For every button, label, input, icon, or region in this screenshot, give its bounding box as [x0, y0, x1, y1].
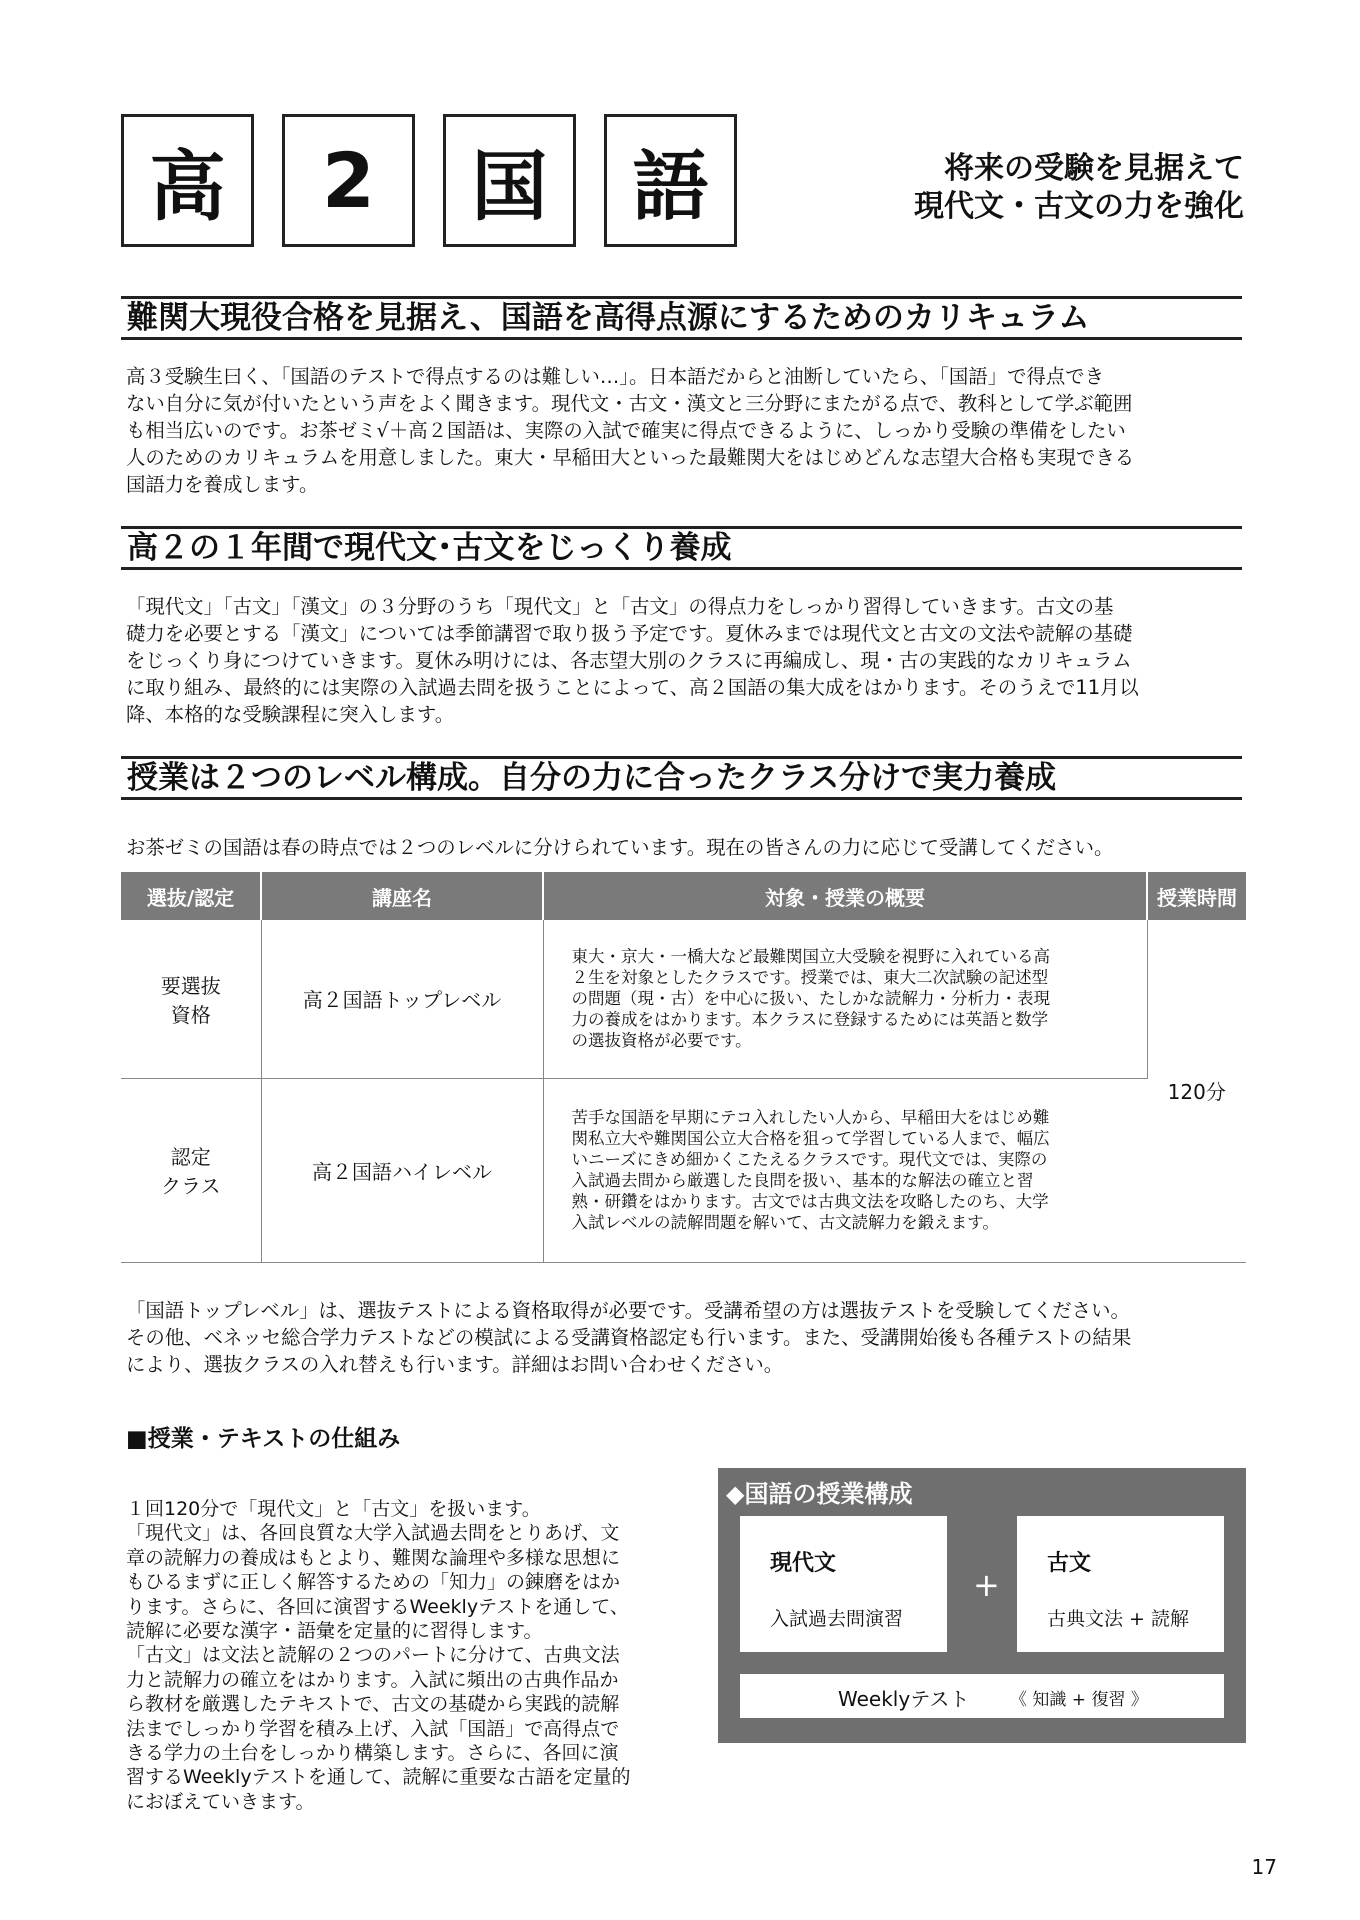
panel-title: ◆国語の授業構成: [726, 1480, 913, 1508]
text-line: 東大・京大・一橋大など最難関国立大受験を視野に入れている高: [571, 947, 1050, 967]
text-line: クラス: [161, 1174, 221, 1198]
text-line: におぼえていきます。: [126, 1790, 315, 1813]
table-header-row: [121, 872, 1246, 920]
text-line: 熟・研鑽をはかります。古文では古典文法を攻略したのち、大学: [571, 1192, 1049, 1211]
text-line: 認定: [170, 1145, 211, 1169]
text-line: 入試過去問から厳選した良問を扱い、基本的な解法の確立と習: [571, 1171, 1034, 1190]
text-line: ら教材を厳選したテキストで、古文の基礎から実践的読解: [126, 1693, 620, 1716]
selection-cell: [121, 1078, 261, 1262]
system-heading: ■授業・テキストの仕組み: [126, 1426, 401, 1452]
text-line: 「国語トップレベル」は、選抜テストによる資格取得が必要です。受講希望の方は選抜テストを受験してください。: [126, 1299, 1130, 1322]
tagline-line: 現代文・古文の力を強化: [914, 189, 1244, 224]
text-line: お茶ゼミの国語は春の時点では２つのレベルに分けられています。現在の皆さんの力に応じて受講してください。: [126, 836, 1114, 859]
section-paragraph: [126, 363, 1246, 498]
description-cell: [543, 1078, 1147, 1262]
table-row: [121, 1078, 1246, 1262]
section-heading: 難関大現役合格を見据え、国語を高得点源にするためのカリキュラム: [121, 296, 1242, 340]
text-line: 章の読解力の養成はもとより、難関な論理や多様な思想に: [126, 1546, 621, 1569]
text-line: をじっくり身につけていきます。夏休み明けには、各志望大別のクラスに再編成し、現・古の実践的なカリキュラム: [126, 649, 1132, 672]
selection-cell: [121, 920, 261, 1078]
box-subtitle: 入試過去問演習: [770, 1608, 904, 1630]
text-line: 資格: [170, 1002, 211, 1027]
table-header: 対象・授業の概要: [543, 872, 1147, 920]
title-char-box: 高: [121, 114, 254, 247]
classical-japanese-box: [1017, 1516, 1224, 1652]
text-line: 入試レベルの読解問題を解いて、古文読解力を鍛えます。: [571, 1213, 999, 1232]
course-table: [121, 872, 1246, 1263]
plus-sign: +: [973, 1566, 1000, 1604]
table-header: 授業時間: [1147, 872, 1246, 920]
table-header: 講座名: [261, 872, 543, 920]
tagline: [844, 150, 1244, 226]
text-line: 関私立大や難関国公立大合格を狙って学習している人まで、幅広: [571, 1129, 1050, 1148]
section-heading: 授業は２つのレベル構成。自分の力に合ったクラス分けで実力養成: [121, 756, 1242, 800]
modern-japanese-box: [740, 1516, 947, 1652]
weekly-test-box: [740, 1674, 1224, 1718]
note-paragraph: [126, 1297, 1246, 1378]
title-char-box: 国: [443, 114, 576, 247]
text-line: に取り組み、最終的には実際の入試過去問を扱うことによって、高２国語の集大成をはかります。そのうえで11月以: [126, 676, 1139, 699]
table-row: [121, 920, 1246, 1078]
title-char-box: 2: [282, 114, 415, 247]
text-line: により、選抜クラスの入れ替えも行います。詳細はお問い合わせください。: [126, 1353, 784, 1376]
text-line: 力と読解力の確立をはかります。入試に頻出の古典作品か: [126, 1668, 619, 1691]
system-paragraph: [126, 1497, 692, 1814]
table-header: 選抜/認定: [121, 872, 261, 920]
text-line: の選抜資格が必要です。: [571, 1031, 752, 1051]
text-line: 苦手な国語を早期にテコ入れしたい人から、早稲田大をはじめ難: [571, 1108, 1050, 1127]
text-line: ない自分に気が付いたという声をよく聞きます。現代文・古文・漢文と三分野にまたがる点で、教科として学ぶ範囲: [126, 392, 1133, 415]
text-line: いニーズにきめ細かくこたえるクラスです。現代文では、実際の: [571, 1150, 1048, 1169]
course-name-cell: 高２国語トップレベル: [261, 920, 543, 1078]
text-line: もひるまずに正しく解答するための「知力」の錬磨をはか: [126, 1571, 621, 1594]
text-line: 読解に必要な漢字・語彙を定量的に習得します。: [126, 1620, 543, 1643]
page-number: 17: [1251, 1855, 1277, 1879]
title-char-box: 語: [604, 114, 737, 247]
section-paragraph: [126, 834, 1246, 861]
description-cell: [543, 920, 1147, 1078]
text-line: 「古文」は文法と読解の２つのパートに分けて、古典文法: [126, 1644, 620, 1667]
course-name-cell: 高２国語ハイレベル: [261, 1078, 543, 1262]
tagline-line: 将来の受験を見据えて: [944, 151, 1244, 186]
box-title: 現代文: [770, 1551, 837, 1576]
text-line: ２生を対象としたクラスです。授業では、東大二次試験の記述型: [571, 968, 1049, 988]
text-line: 法までしっかり学習を積み上げ、入試「国語」で高得点で: [126, 1717, 620, 1740]
text-line: きる学力の土台をしっかり構築します。さらに、各回に演: [126, 1742, 619, 1765]
weekly-note: 《 知識 + 復習 》: [1010, 1690, 1148, 1710]
text-line: も相当広いのです。お茶ゼミ√＋高２国語は、実際の入試で確実に得点できるように、しっかり受験の準備をしたい: [126, 419, 1126, 442]
text-line: 高３受験生曰く、「国語のテストで得点するのは難しい…」。日本語だからと油断していたら、「国語」で得点でき: [126, 365, 1105, 388]
text-line: ります。さらに、各回に演習するWeeklyテストを通して、: [126, 1595, 629, 1618]
text-line: 国語力を養成します。: [126, 473, 319, 496]
text-line: 人のためのカリキュラムを用意しました。東大・早稲田大といった最難関大をはじめどんな志望大合格も実現できる: [126, 446, 1135, 469]
text-line: １回120分で「現代文」と「古文」を扱います。: [126, 1498, 541, 1520]
text-line: 力の養成をはかります。本クラスに登録するためには英語と数学: [571, 1010, 1049, 1030]
section-heading: 高２の１年間で現代文･古文をじっくり養成: [121, 526, 1242, 570]
text-line: の問題（現・古）を中心に扱い、たしかな読解力・分析力・表現: [571, 989, 1050, 1009]
text-line: 習するWeeklyテストを通して、読解に重要な古語を定量的: [126, 1766, 631, 1789]
section-paragraph: [126, 593, 1246, 728]
class-structure-panel: [718, 1468, 1246, 1743]
text-line: 「現代文」「古文」「漢文」の３分野のうち「現代文」と「古文」の得点力をしっかり習得していきます。古文の基: [126, 595, 1114, 618]
text-line: その他、ベネッセ総合学力テストなどの模試による受講資格認定も行います。また、受講開始後も各種テストの結果: [126, 1326, 1132, 1349]
text-line: 降、本格的な受験課程に突入します。: [126, 703, 455, 726]
box-title: 古文: [1047, 1551, 1092, 1576]
weekly-label: Weeklyテスト: [838, 1687, 970, 1711]
time-cell: 120分: [1147, 920, 1246, 1262]
text-line: 「現代文」は、各回良質な大学入試過去問をとりあげ、文: [126, 1522, 620, 1545]
text-line: 要選抜: [160, 973, 221, 998]
text-line: 礎力を必要とする「漢文」については季節講習で取り扱う予定です。夏休みまでは現代文と古文の文法や読解の基礎: [126, 622, 1133, 645]
box-subtitle: 古典文法 + 読解: [1047, 1608, 1189, 1630]
